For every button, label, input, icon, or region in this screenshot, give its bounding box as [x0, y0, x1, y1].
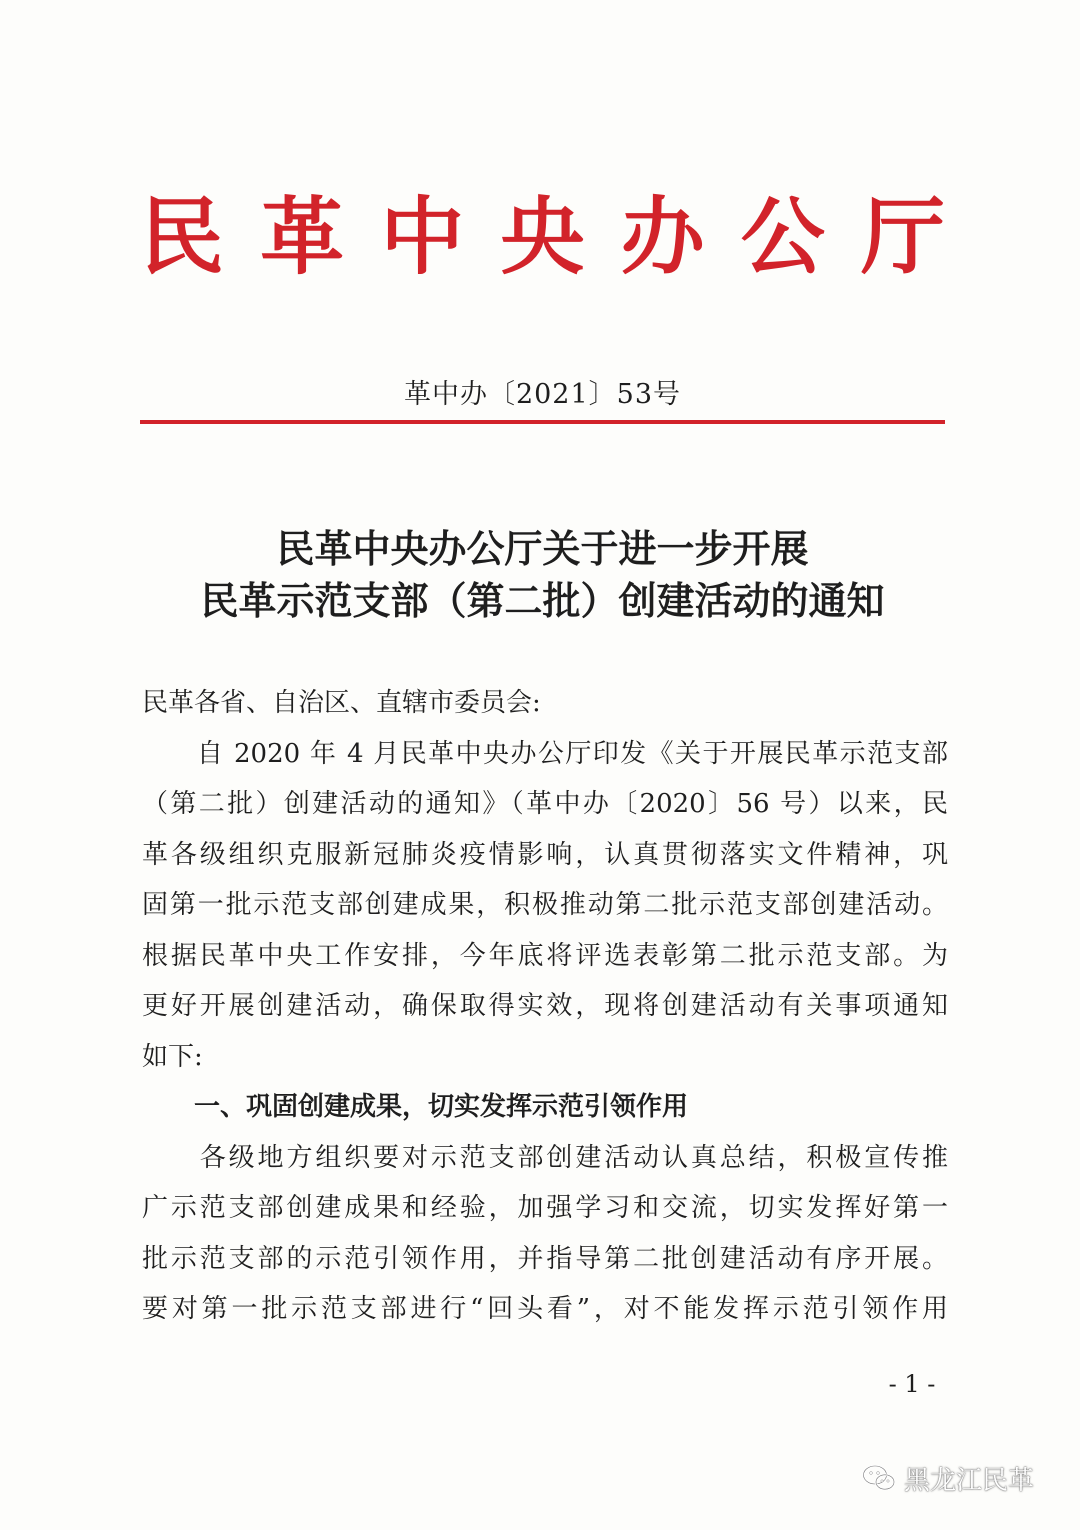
- paragraph-line: 要对第一批示范支部进行“回头看”，对不能发挥示范引领作用: [142, 1294, 948, 1324]
- paragraph-line: 更好开展创建活动，确保取得实效，现将创建活动有关事项通知: [142, 991, 948, 1021]
- paragraph-line: （第二批）创建活动的通知》（革中办〔2020〕56 号）以来，民: [142, 789, 948, 819]
- salutation: 民革各省、自治区、直辖市委员会:: [142, 688, 541, 718]
- section-heading: 一、巩固创建成果，切实发挥示范引领作用: [194, 1092, 689, 1122]
- header-char: 民: [140, 186, 225, 286]
- header-char: 央: [500, 186, 585, 286]
- paragraph-line: 如下:: [142, 1041, 203, 1072]
- document-number: 革中办〔2021〕53号: [403, 379, 682, 410]
- paragraph-line: 自 2020 年 4 月民革中央办公厅印发《关于开展民革示范支部: [142, 738, 948, 769]
- paragraph-line: 广示范支部创建成果和经验，加强学习和交流，切实发挥好第一: [142, 1193, 948, 1223]
- notice-title: [140, 523, 945, 627]
- paragraph-line: 批示范支部的示范引领作用，并指导第二批创建活动有序开展。: [142, 1243, 948, 1274]
- paragraph-line: 革各级组织克服新冠肺炎疫情影响，认真贯彻落实文件精神，巩: [142, 839, 948, 870]
- notice-title-line: 民革示范支部（第二批）创建活动的通知: [200, 579, 885, 623]
- issuing-office-header: [140, 180, 945, 286]
- header-char: 革: [260, 186, 345, 286]
- paragraph-line: 固第一批示范支部创建成果，积极推动第二批示范支部创建活动。: [142, 890, 948, 920]
- paragraph-line: 根据民革中央工作安排，今年底将评选表彰第二批示范支部。为: [142, 940, 948, 971]
- paragraph-line: 各级地方组织要对示范支部创建活动认真总结，积极宣传推: [142, 1142, 948, 1173]
- red-divider-line: [140, 420, 945, 424]
- page-number: - 1 -: [888, 1370, 936, 1398]
- header-char: 公: [740, 186, 825, 286]
- watermark-text: 黑龙江民革: [904, 1465, 1035, 1496]
- header-char: 厅: [860, 186, 945, 286]
- wechat-icon: [862, 1464, 896, 1492]
- document-body: [142, 678, 948, 1335]
- header-char: 中: [380, 186, 465, 286]
- header-char: 办: [620, 186, 705, 286]
- watermark: [862, 1458, 1034, 1498]
- notice-title-line: 民革中央办公厅关于进一步开展: [276, 527, 809, 571]
